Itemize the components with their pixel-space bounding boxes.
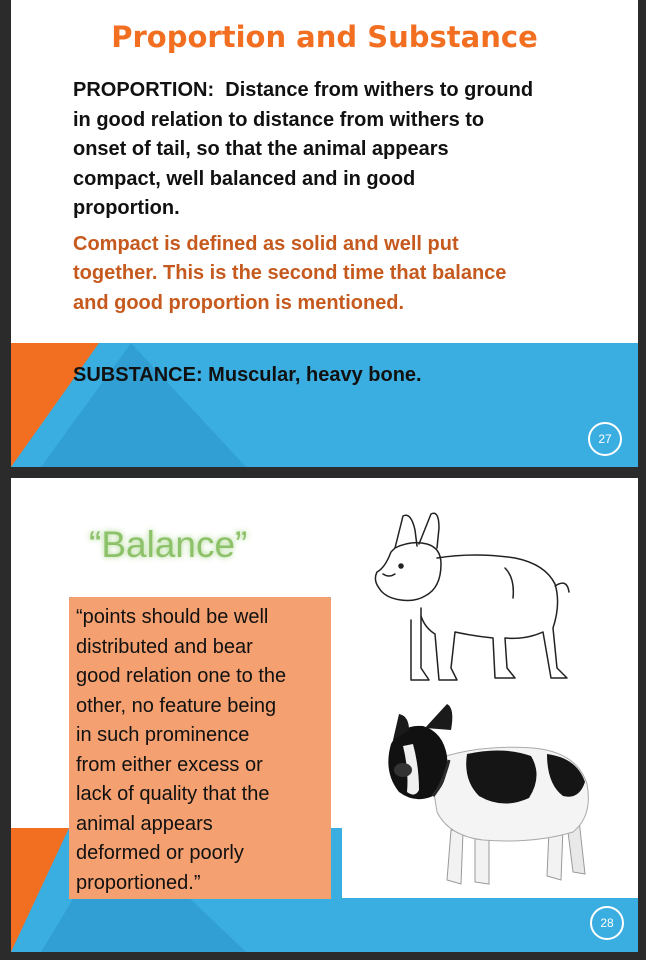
proportion-label: PROPORTION: <box>73 79 215 101</box>
text-line: lack of quality that the <box>76 783 270 805</box>
text-line: onset of tail, so that the animal appears <box>73 138 449 160</box>
slide-title: Proportion and Substance <box>111 20 538 54</box>
text-line: distributed and bear <box>76 635 253 658</box>
text-line: proportioned.” <box>76 871 201 894</box>
text-line: and good proportion is mentioned. <box>73 291 405 314</box>
slide-body <box>73 76 593 318</box>
text-line: PROPORTION: Distance from withers to ground <box>73 79 534 101</box>
text-line: Compact is defined as solid and well put <box>73 232 459 255</box>
text-line: other, no feature being <box>76 694 277 717</box>
balance-quote-box <box>69 597 331 899</box>
orange-triangle-decoration <box>11 343 638 467</box>
text-line: proportion. <box>73 197 180 219</box>
french-bulldog-sketch-image <box>355 508 595 698</box>
compact-paragraph <box>73 230 593 319</box>
text-line: compact, well balanced and in good <box>73 167 416 190</box>
text-line: from either excess or <box>76 753 263 776</box>
page-number-badge: 28 <box>590 906 624 940</box>
text-line: deformed or poorly <box>76 842 244 864</box>
text-line: together. This is the second time that balance <box>73 262 507 284</box>
french-bulldog-photo-image <box>363 700 603 900</box>
slide-title: “Balance” <box>89 524 248 565</box>
slide-28 <box>11 478 638 952</box>
substance-text: SUBSTANCE: Muscular, heavy bone. <box>73 364 422 386</box>
proportion-paragraph <box>73 76 593 224</box>
text-line: “points should be well <box>76 606 269 628</box>
text-line: in such prominence <box>76 724 250 746</box>
text-line: good relation one to the <box>76 665 287 687</box>
text-line: in good relation to distance from withers to <box>73 108 485 131</box>
page-number-badge: 27 <box>588 422 622 456</box>
slide-27 <box>11 0 638 467</box>
text-line: animal appears <box>76 812 213 835</box>
